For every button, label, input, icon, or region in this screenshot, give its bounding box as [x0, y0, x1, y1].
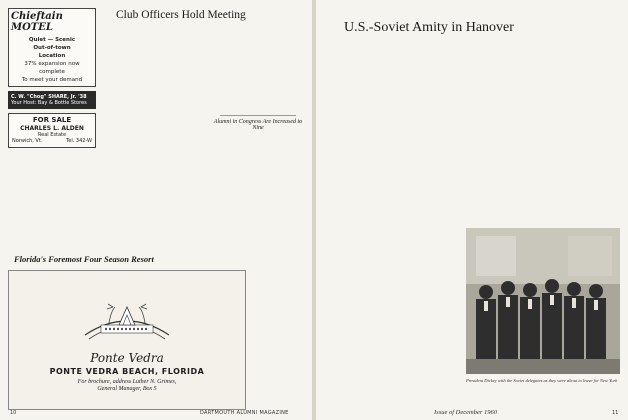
soviet-column-1: [324, 42, 418, 404]
ponte-vedra-info-2: General Manager, Box 5: [97, 386, 157, 392]
left-page-number: 10: [10, 410, 17, 416]
ponte-vedra-name: PONTE VEDRA BEACH, FLORIDA: [49, 367, 205, 376]
soviet-column-3: [526, 42, 620, 224]
motel-logo: Chieftain MOTEL: [11, 11, 63, 33]
right-folio-issue: Issue of December 1960: [434, 409, 497, 416]
soviet-delegates-photo: [466, 228, 620, 374]
ponte-vedra-emblem-icon: [79, 295, 175, 349]
club-officers-headline: Club Officers Hold Meeting: [116, 9, 246, 21]
ponte-vedra-logo-text: Ponte Vedra: [90, 351, 164, 365]
left-page: [0, 0, 312, 420]
ad-column: [8, 8, 96, 148]
motel-line-5: To meet your demand: [21, 77, 83, 83]
chog-line-2: Your Host: Bay & Bottle Stores: [11, 100, 87, 106]
ponte-vedra-info-1: For brochure, address Luther N. Grimes,: [77, 379, 177, 385]
motel-ad[interactable]: [8, 8, 96, 87]
for-sale-ad[interactable]: [8, 113, 96, 148]
motel-line-2: Out-of-town: [33, 45, 71, 51]
article-column-2a: [210, 28, 306, 110]
agent-town: Norwich, Vt.: [12, 138, 43, 144]
ponte-vedra-ad[interactable]: [8, 270, 246, 410]
subhead-alumni-congress: Alumni in Congress Are Increased to Nine: [213, 119, 303, 131]
motel-line-1: Quiet — Scenic: [28, 37, 76, 43]
article-column-1: [108, 28, 204, 260]
right-page: [316, 0, 628, 420]
right-page-number: 11: [612, 410, 619, 416]
photo-caption: President Dickey with the Soviet delegates as they were about to leave for New York: [466, 378, 618, 383]
us-soviet-headline: U.S.-Soviet Amity in Hanover: [344, 20, 514, 35]
chog-line-1: C. W. "Chog" SHARE, Jr. '38: [11, 94, 87, 100]
chog-ad[interactable]: [8, 91, 96, 109]
agent-phone: Tel. 342-W: [66, 138, 92, 144]
agent-title: Real Estate: [37, 132, 67, 138]
motel-line-4: 37% expansion now complete: [24, 61, 80, 75]
group-photo-image-icon: [466, 228, 620, 374]
florida-headline: Florida's Foremost Four Season Resort: [14, 254, 154, 264]
for-sale-title: FOR SALE: [32, 116, 72, 124]
agent-name: CHARLES L. ALDEN: [20, 125, 84, 132]
soviet-column-2: [424, 42, 518, 224]
motel-line-3: Location: [38, 53, 66, 59]
left-folio-title: DARTMOUTH ALUMNI MAGAZINE: [200, 410, 289, 416]
